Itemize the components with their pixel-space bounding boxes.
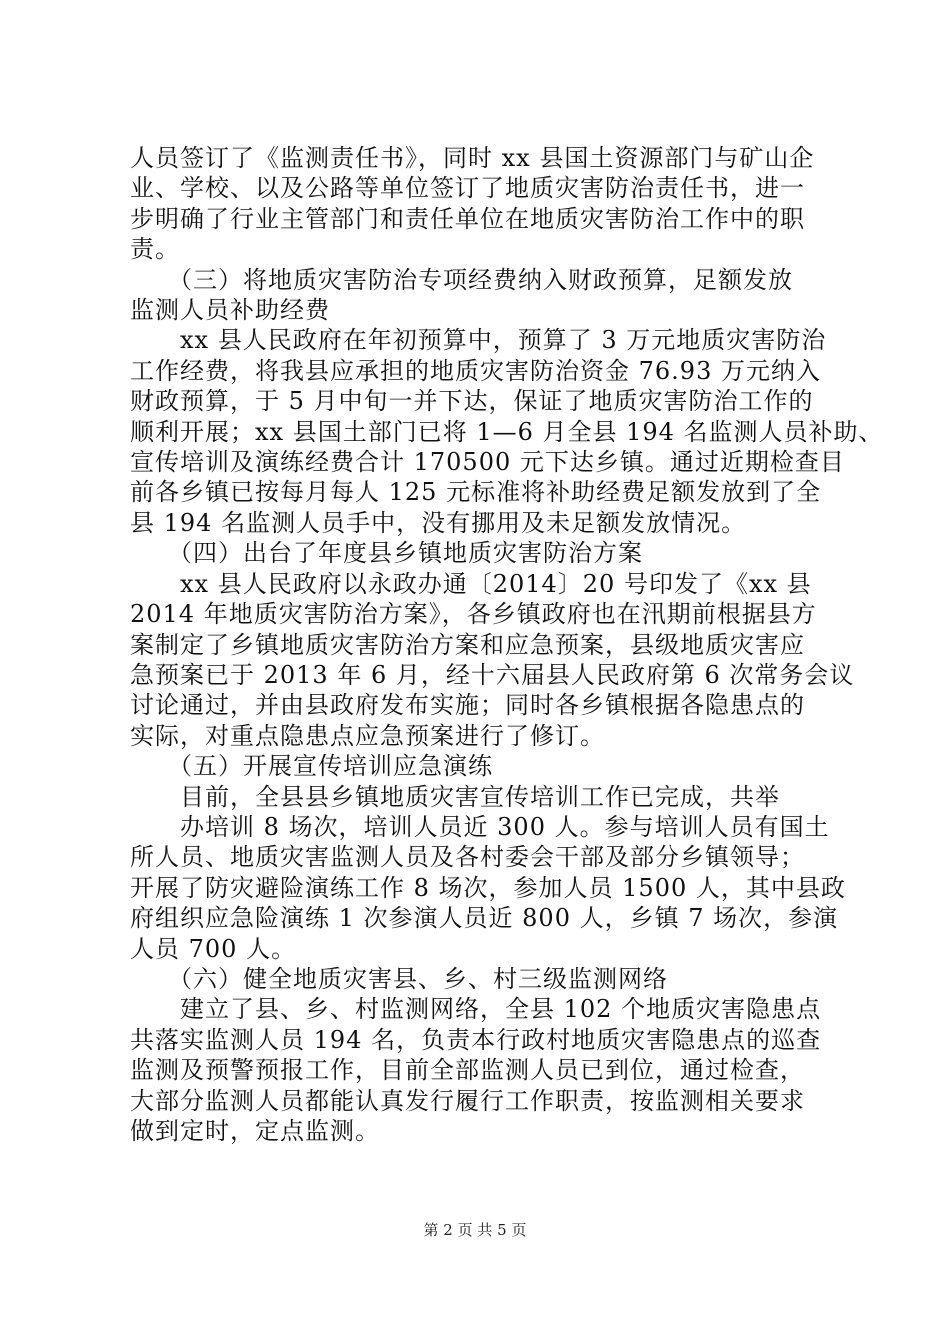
text-line: 县 194 名监测人员手中，没有挪用及未足额发放情况。 <box>130 508 747 537</box>
text-line: 开展了防灾避险演练工作 8 场次，参加人员 1500 人，其中县政 <box>130 873 846 902</box>
text-line: （六）健全地质灾害县、乡、村三级监测网络 <box>130 964 668 993</box>
text-line: 业、学校、以及公路等单位签订了地质灾害防治责任书，进一 <box>130 174 805 203</box>
text-line: 大部分监测人员都能认真发行履行工作职责，按监测相关要求 <box>130 1086 805 1115</box>
text-line: 2014 年地质灾害防治方案》，各乡镇政府也在汛期前根据县方 <box>130 600 817 629</box>
text-line: 责。 <box>130 235 180 264</box>
text-line: 共落实监测人员 194 名，负责本行政村地质灾害隐患点的巡查 <box>130 1025 822 1054</box>
page-footer: 第 2 页 共 5 页 <box>423 1221 527 1239</box>
text-line: xx 县人民政府以永政办通〔2014〕20 号印发了《xx 县 <box>130 569 812 598</box>
text-line: （四）出台了年度县乡镇地质灾害防治方案 <box>130 539 643 568</box>
text-line: 监测人员补助经费 <box>130 296 330 325</box>
text-line: 所人员、地质灾害监测人员及各村委会干部及部分乡镇领导； <box>130 843 805 872</box>
text-line: xx 县人民政府在年初预算中，预算了 3 万元地质灾害防治 <box>130 326 827 355</box>
text-line: 府组织应急险演练 1 次参演人员近 800 人，乡镇 7 场次，参演 <box>130 904 839 933</box>
text-line: 急预案已于 2013 年 6 月，经十六届县人民政府第 6 次常务会议 <box>130 660 855 689</box>
text-line: 顺利开展；xx 县国土部门已将 1—6 月全县 194 名监测人员补助、 <box>130 417 884 446</box>
text-line: 宣传培训及演练经费合计 170500 元下达乡镇。通过近期检查目 <box>130 448 845 477</box>
text-line: （三）将地质灾害防治专项经费纳入财政预算，足额发放 <box>130 265 793 294</box>
text-line: 办培训 8 场次，培训人员近 300 人。参与培训人员有国土 <box>130 812 830 841</box>
text-line: 实际，对重点隐患点应急预案进行了修订。 <box>130 721 605 750</box>
text-line: 步明确了行业主管部门和责任单位在地质灾害防治工作中的职 <box>130 204 805 233</box>
body-text <box>130 143 884 1146</box>
text-line: 监测及预警预报工作，目前全部监测人员已到位，通过检查， <box>130 1056 805 1085</box>
text-line: 财政预算，于 5 月中旬一并下达，保证了地质灾害防治工作的 <box>130 387 814 416</box>
text-line: 建立了县、乡、村监测网络，全县 102 个地质灾害隐患点 <box>130 995 822 1024</box>
text-line: 工作经费，将我县应承担的地质灾害防治资金 76.93 万元纳入 <box>130 356 821 385</box>
text-line: （五）开展宣传培训应急演练 <box>130 752 493 781</box>
text-line: 前各乡镇已按每月每人 125 元标准将补助经费足额发放到了全 <box>130 478 822 507</box>
text-line: 做到定时，定点监测。 <box>130 1117 380 1145</box>
text-line: 案制定了乡镇地质灾害防治方案和应急预案，县级地质灾害应 <box>130 630 805 659</box>
text-line: 目前，全县县乡镇地质灾害宣传培训工作已完成，共举 <box>130 782 780 811</box>
text-line: 讨论通过，并由县政府发布实施；同时各乡镇根据各隐患点的 <box>130 691 805 720</box>
text-line: 人员签订了《监测责任书》，同时 xx 县国土资源部门与矿山企 <box>130 144 815 172</box>
text-line: 人员 700 人。 <box>130 934 297 963</box>
